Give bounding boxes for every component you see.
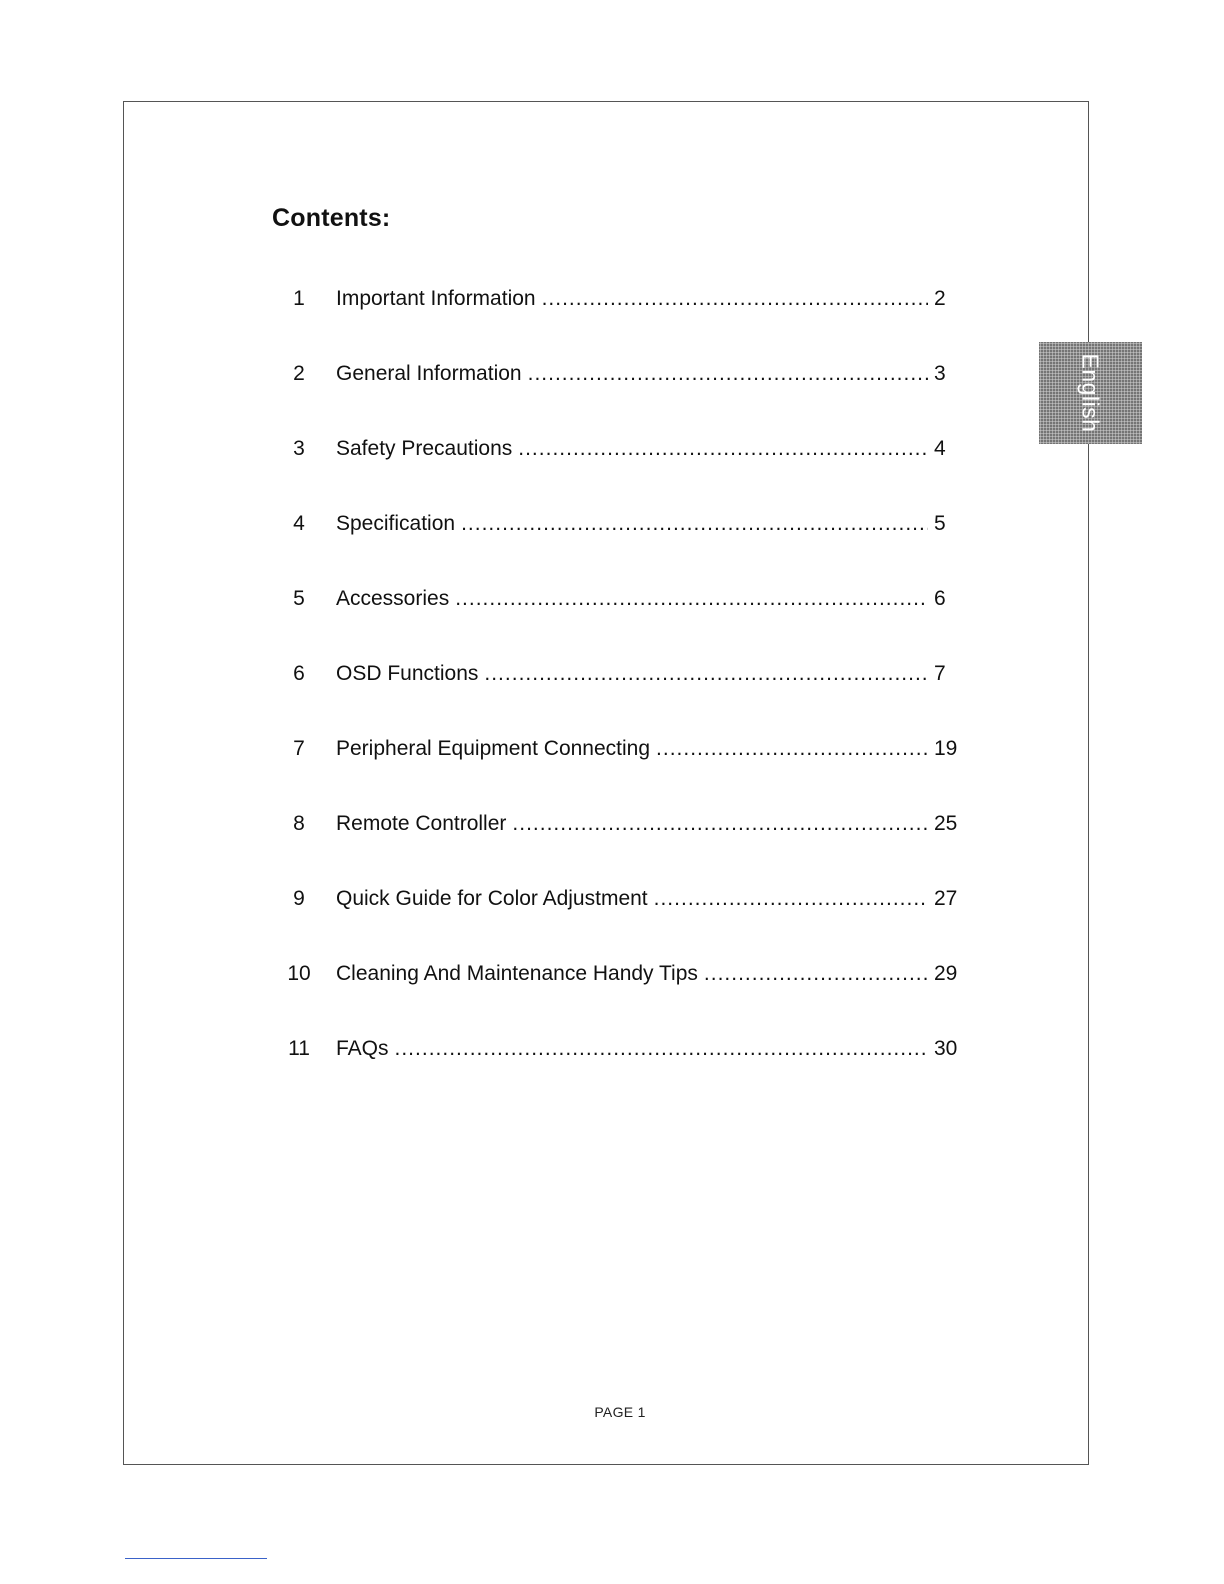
toc-entry-page: 4 — [934, 437, 946, 460]
toc-entry-title: Specification — [336, 512, 456, 535]
toc-entry-title: Accessories — [336, 587, 450, 610]
toc-entry-title: Remote Controller — [336, 812, 507, 835]
toc-entry[interactable] — [262, 504, 964, 579]
toc-entry-number: 9 — [293, 887, 305, 910]
toc-entry-title: FAQs — [336, 1037, 389, 1060]
toc-entry-page: 19 — [934, 737, 958, 760]
dot-leader — [518, 429, 928, 469]
dot-leader — [461, 504, 928, 544]
toc-entry[interactable] — [262, 729, 964, 804]
toc-entry[interactable] — [262, 354, 964, 429]
dot-leader — [512, 804, 928, 844]
toc-entry-page: 30 — [934, 1037, 958, 1060]
toc-entry-number: 10 — [287, 962, 311, 985]
toc-entry-page: 2 — [934, 287, 946, 310]
toc-entry-page: 5 — [934, 512, 946, 535]
toc-entry-title: Safety Precautions — [336, 437, 513, 460]
toc-entry-number: 11 — [288, 1037, 310, 1060]
toc-entry[interactable] — [262, 954, 964, 1029]
toc-entry-number: 6 — [293, 662, 305, 685]
language-tab — [1039, 342, 1142, 444]
toc-entry-page: 29 — [934, 962, 958, 985]
toc-entry-page: 27 — [934, 887, 958, 910]
toc-entry-title: Cleaning And Maintenance Handy Tips — [336, 962, 698, 985]
toc-entry-title: OSD Functions — [336, 662, 479, 685]
toc-entry-number: 1 — [293, 287, 305, 310]
dot-leader — [704, 954, 928, 994]
dot-leader — [484, 654, 928, 694]
toc-entry-number: 4 — [293, 512, 305, 535]
toc-entry[interactable] — [262, 654, 964, 729]
bottom-rule — [125, 1558, 267, 1559]
toc-entry-page: 25 — [934, 812, 958, 835]
toc-entry-number: 2 — [293, 362, 305, 385]
page-number: PAGE 1 — [594, 1404, 646, 1420]
toc-entry[interactable] — [262, 804, 964, 879]
table-of-contents — [262, 279, 964, 1104]
toc-entry-page: 6 — [934, 587, 946, 610]
toc-entry-title: Important Information — [336, 287, 536, 310]
toc-entry[interactable] — [262, 879, 964, 954]
toc-entry[interactable] — [262, 429, 964, 504]
toc-entry-number: 8 — [293, 812, 305, 835]
toc-entry-page: 7 — [934, 662, 946, 685]
dot-leader — [542, 279, 928, 319]
toc-entry-page: 3 — [934, 362, 946, 385]
dot-leader — [654, 879, 928, 919]
toc-entry[interactable] — [262, 1029, 964, 1104]
language-tab-label: English — [1077, 353, 1104, 433]
toc-entry-title: Quick Guide for Color Adjustment — [336, 887, 648, 910]
toc-entry-title: Peripheral Equipment Connecting — [336, 737, 651, 760]
dot-leader — [455, 579, 928, 619]
toc-entry-number: 5 — [293, 587, 305, 610]
toc-entry[interactable] — [262, 279, 964, 354]
toc-entry-title: General Information — [336, 362, 522, 385]
toc-entry[interactable] — [262, 579, 964, 654]
dot-leader — [656, 729, 928, 769]
dot-leader — [395, 1029, 928, 1069]
dot-leader — [528, 354, 928, 394]
contents-title: Contents: — [272, 204, 391, 232]
toc-entry-number: 7 — [293, 737, 305, 760]
toc-entry-number: 3 — [293, 437, 305, 460]
